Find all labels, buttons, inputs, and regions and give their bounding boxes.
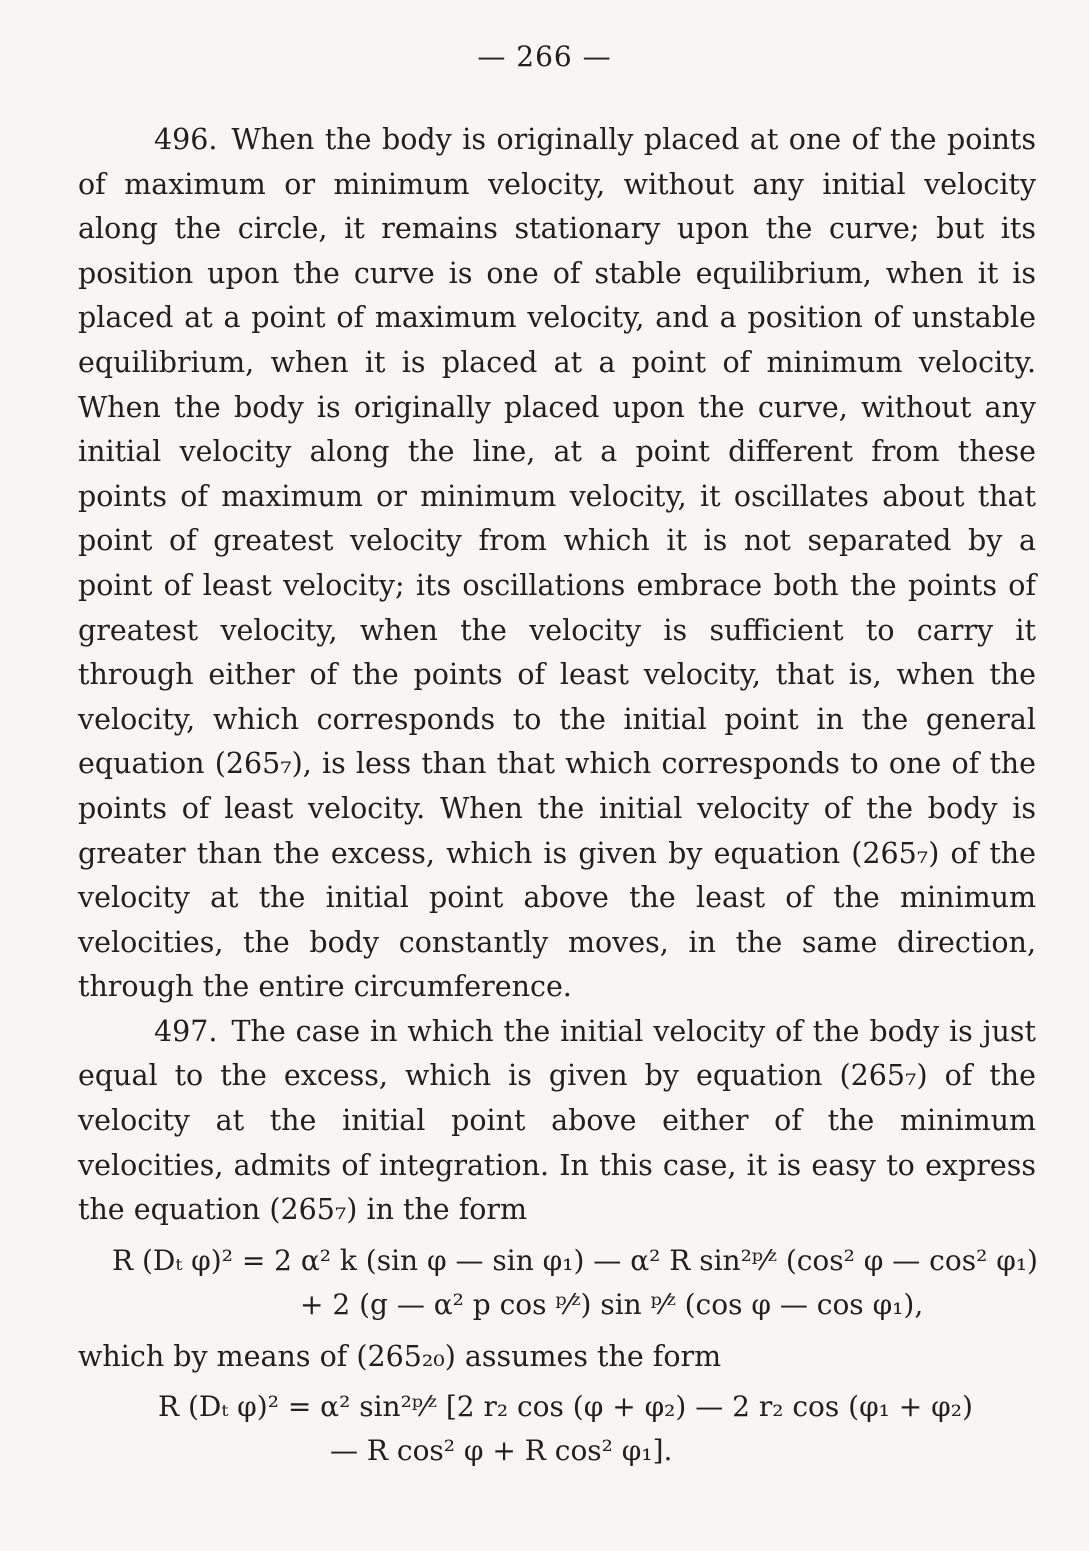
paragraph-number-496: 496. [154,123,218,156]
paragraph-number-497: 497. [154,1014,218,1048]
paragraph-497 [78,1010,1036,1233]
paragraph-496-text: When the body is originally placed at one of the points of maximum or minimum velocity, without any initial velocity along the circle, it remains stationary upon the curve; but its position upon the curve is one of stable equilibrium, when it is placed at a point of maximum velocity, and a position of unstable equilibrium, when it is placed at a point of minimum velocity. When the body is originally placed upon the curve, without any initial velocity along the line, at a point different from these points of maximum or minimum velocity, it oscillates about that point of greatest velocity from which it is not separated by a point of least velocity; its oscillations embrace both the points of greatest velocity, when the velocity is sufficient to carry it through either of the points of least velocity, that is, when the velocity, which corresponds to the initial point in the general equation (265₇), is less than that which corresponds to one of the points of least velocity. When the initial velocity of the body is greater than the excess, which is given by equation (265₇) of the velocity at the initial point above the least of the minimum velocities, the body constantly moves, in the same direction, through the entire circumference. [78,123,1036,1004]
equation-1 [78,1239,1036,1327]
equation-2-line-2: — R cos² φ + R cos² φ₁]. [330,1434,673,1468]
equation-1-line-1: R (Dₜ φ)² = 2 α² k (sin φ — sin φ₁) — α² R sin²ᵖ⁄ᶻ (cos² φ — cos² φ₁) [112,1243,1038,1277]
connecting-text: which by means of (265₂₀) assumes the form [78,1339,722,1373]
paragraph-496 [78,118,1036,1010]
paragraph-497-text: The case in which the initial velocity of the body is just equal to the excess, which is given by equation (265₇) of the velocity at the initial point above either of the minimum velocities, admits of integration. In this case, it is easy to express the equation (265₇) in the form [78,1014,1036,1227]
body-text [78,118,1036,1481]
equation-2-line-1: R (Dₜ φ)² = α² sin²ᵖ⁄ᶻ [2 r₂ cos (φ + φ₂) — 2 r₂ cos (φ₁ + φ₂) [158,1390,973,1424]
equation-2 [78,1385,1036,1473]
page-number: — 266 — [477,40,612,73]
equation-1-line-2: + 2 (g — α² p cos ᵖ⁄ᶻ) sin ᵖ⁄ᶻ (cos φ — cos φ₁), [300,1287,924,1321]
